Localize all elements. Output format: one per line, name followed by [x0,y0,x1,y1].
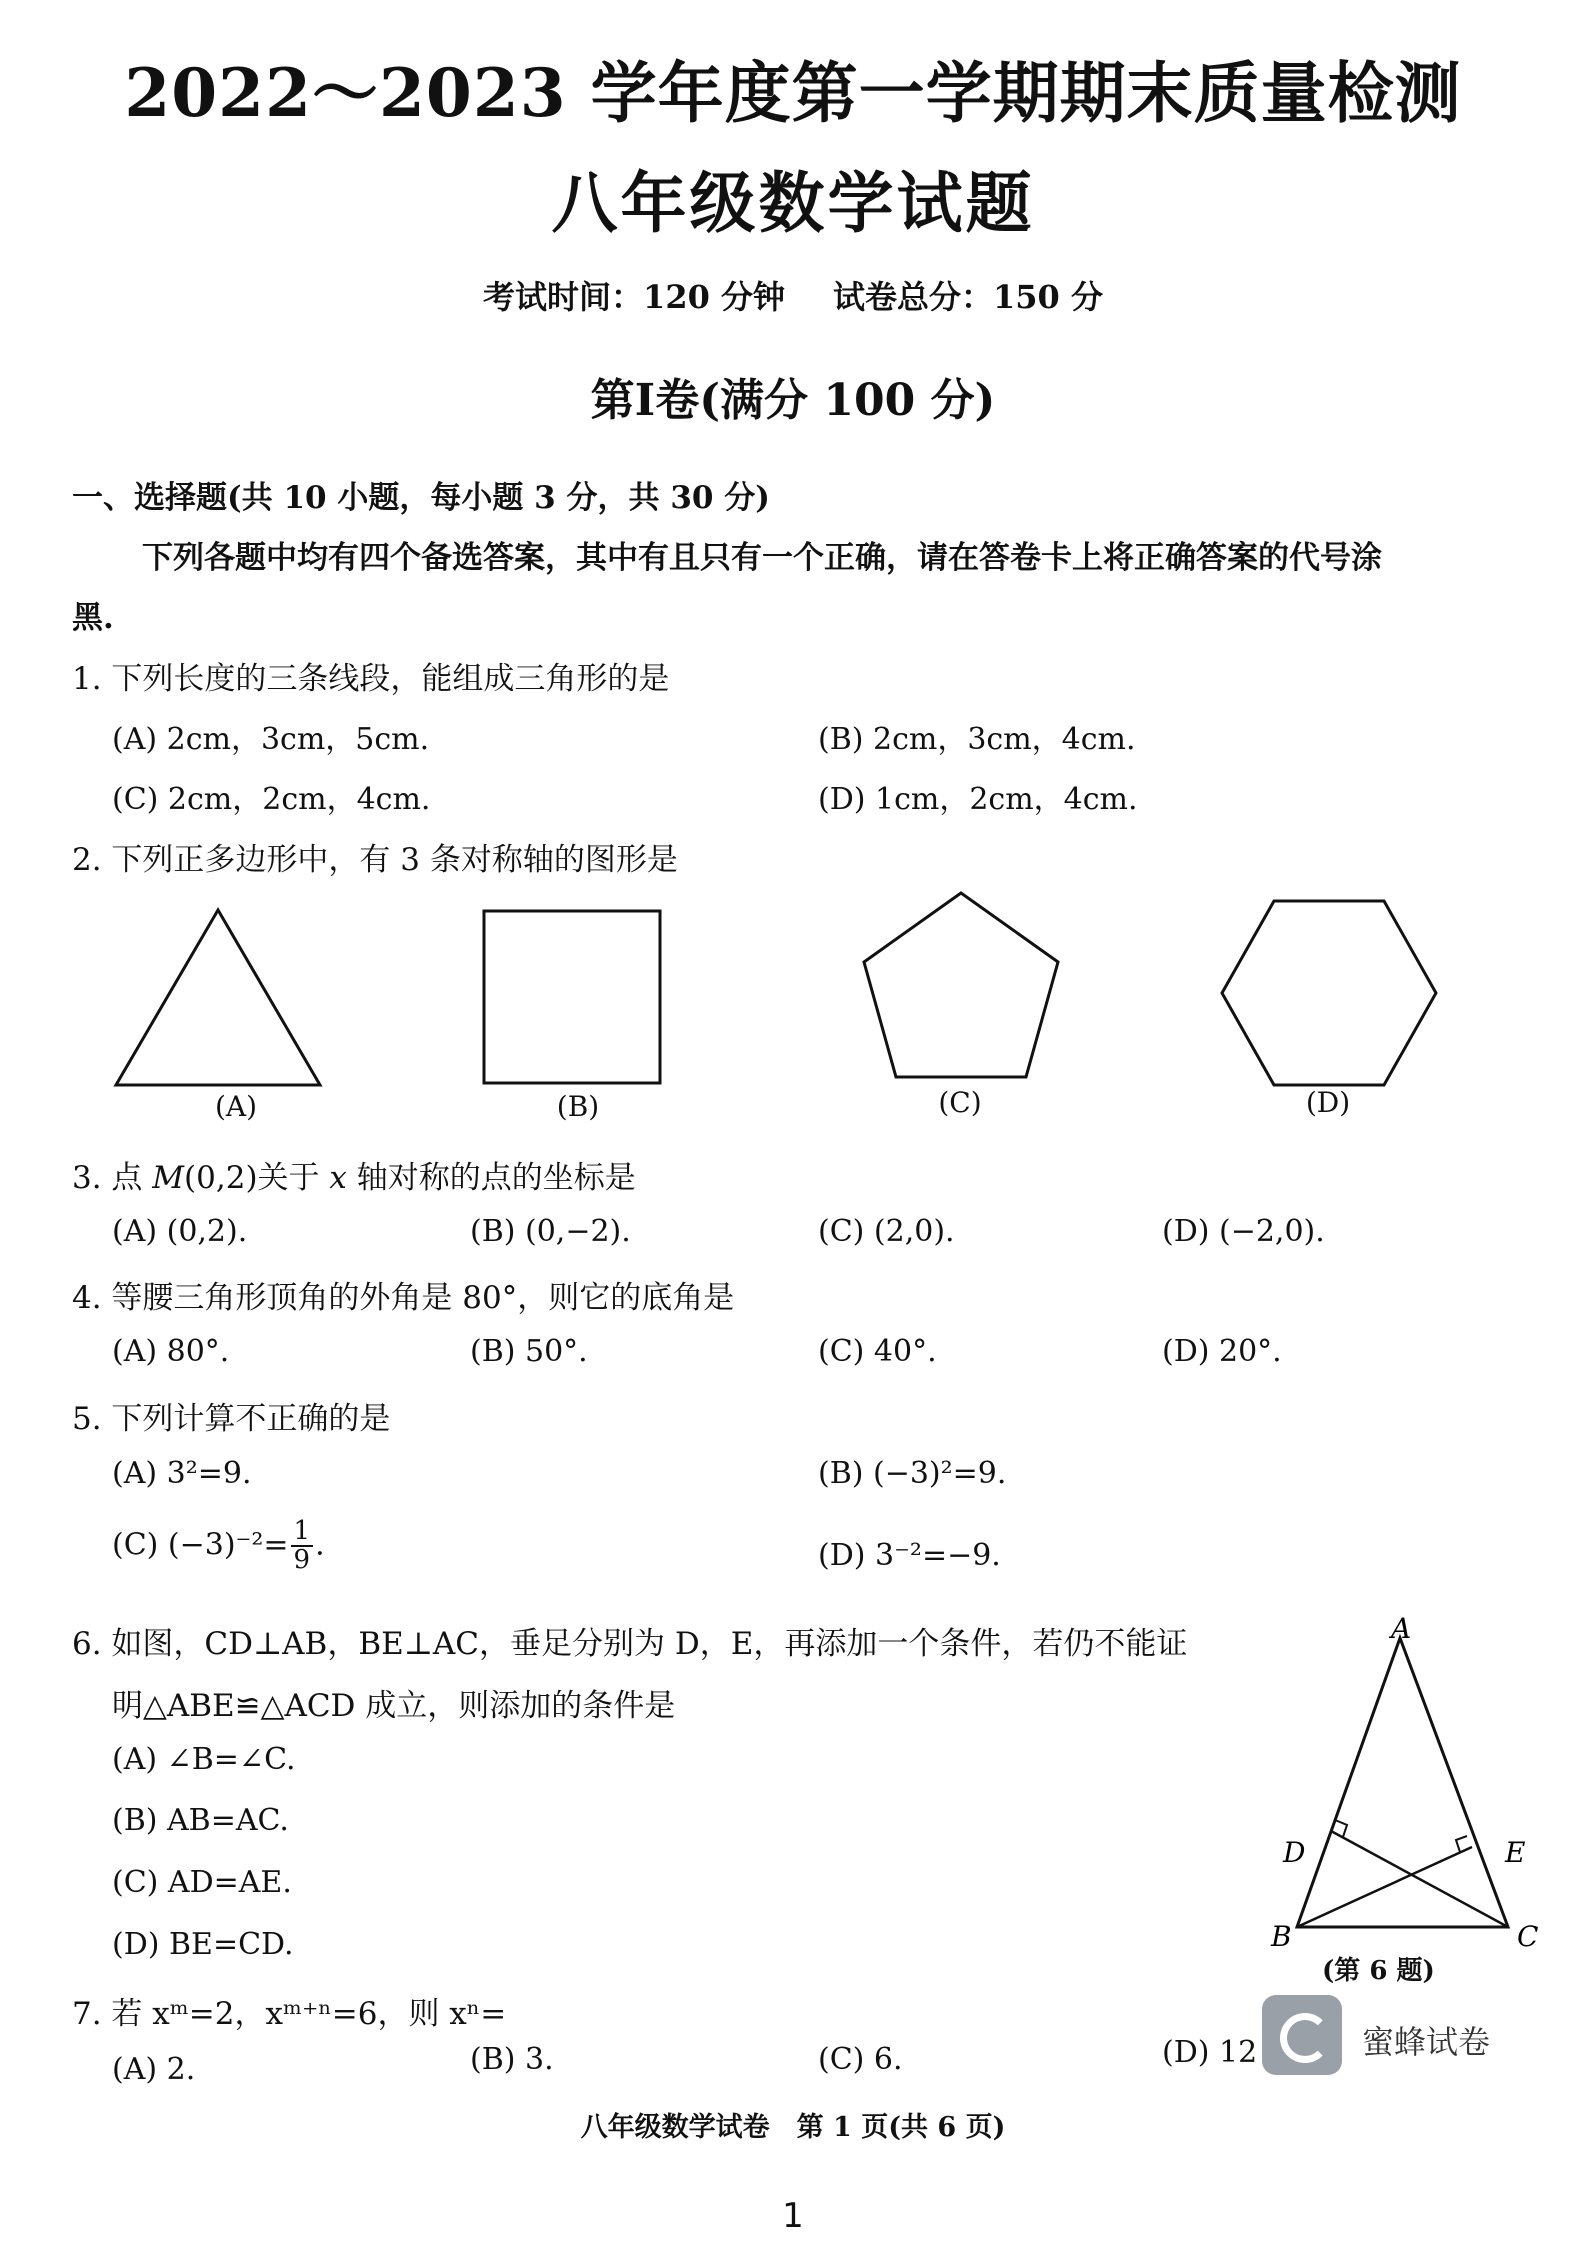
q3-stem-prefix: 3. 点 [72,1160,153,1196]
q5-option-c-prefix: (C) (−3)⁻²= [112,1527,289,1563]
q7-stem: 7. 若 xᵐ=2，xᵐ⁺ⁿ=6，则 xⁿ= [72,1996,507,2032]
q4-option-c: (C) 40°. [818,1334,937,1369]
q1-stem: 1. 下列长度的三条线段，能组成三角形的是 [72,661,670,697]
bee-logo-icon [1262,1995,1342,2075]
point-label-e: E [1505,1836,1526,1869]
section-instruction-cont: 黑. [72,600,114,636]
q5-option-d: (D) 3⁻²=−9. [818,1538,1001,1573]
q6-option-d: (D) BE=CD. [112,1927,294,1962]
q2-label-d: (D) [1305,1086,1351,1119]
q5-option-b: (B) (−3)²=9. [818,1456,1007,1491]
q7-option-a: (A) 2. [112,2052,196,2087]
pentagon-figure [856,885,1066,1085]
watermark-text: 蜜蜂试卷 [1362,2023,1491,2061]
q5-option-c [112,1518,325,1575]
q3-stem-suffix: 轴对称的点的坐标是 [346,1160,636,1196]
q3-option-d: (D) (−2,0). [1162,1214,1325,1249]
q6-triangle-figure [1255,1610,1555,1970]
q6-figure-caption: (第 6 题) [1322,1956,1435,1986]
fraction [291,1518,314,1575]
triangle-figure [108,905,328,1095]
q2-label-a: (A) [214,1090,258,1123]
total-score: 试卷总分：150 分 [833,278,1103,316]
q3-axis-name: x [329,1160,347,1196]
page-number: 1 [782,2196,804,2236]
q6-option-a: (A) ∠B=∠C. [112,1742,296,1777]
q3-point-name: M [152,1160,185,1196]
vertex-label-b: B [1271,1920,1292,1953]
q2-label-b: (B) [556,1090,600,1123]
q5-option-c-suffix: . [315,1527,325,1563]
q6-option-b: (B) AB=AC. [112,1803,289,1838]
exam-subtitle: 八年级数学试题 [551,164,1035,242]
section-heading: 一、选择题(共 10 小题，每小题 3 分，共 30 分) [72,480,770,516]
exam-time: 考试时间：120 分钟 [483,278,785,316]
q4-option-b: (B) 50°. [470,1334,588,1369]
vertex-label-c: C [1517,1920,1539,1953]
q4-option-a: (A) 80°. [112,1334,230,1369]
q5-stem: 5. 下列计算不正确的是 [72,1401,391,1437]
q3-option-b: (B) (0,−2). [470,1214,631,1249]
q3-option-a: (A) (0,2). [112,1214,248,1249]
q3-stem [72,1152,636,1197]
q7-option-d: (D) 12 [1162,2035,1258,2070]
volume-heading: 第Ⅰ卷(满分 100 分) [590,375,996,426]
q6-stem-line1: 6. 如图，CD⊥AB，BE⊥AC，垂足分别为 D，E，再添加一个条件，若仍不能证 [72,1626,1188,1662]
fraction-denominator: 9 [293,1545,311,1576]
q5-option-a: (A) 3²=9. [112,1456,252,1491]
q1-option-c: (C) 2cm，2cm，4cm. [112,782,431,817]
q1-option-b: (B) 2cm，3cm，4cm. [818,722,1136,757]
section-instruction: 下列各题中均有四个备选答案，其中有且只有一个正确，请在答卷卡上将正确答案的代号涂 [142,540,1382,576]
exam-title: 2022～2023 学年度第一学期期末质量检测 [124,54,1462,132]
q1-option-a: (A) 2cm，3cm，5cm. [112,722,430,757]
q6-option-c: (C) AD=AE. [112,1865,292,1900]
q4-stem: 4. 等腰三角形顶角的外角是 80°，则它的底角是 [72,1280,735,1316]
q2-label-c: (C) [938,1086,982,1119]
vertex-label-a: A [1391,1612,1412,1645]
q1-option-d: (D) 1cm，2cm，4cm. [818,782,1138,817]
q6-stem-line2: 明△ABE≌△ACD 成立，则添加的条件是 [112,1688,676,1724]
q3-stem-coords: (0,2)关于 [184,1160,330,1196]
q7-option-b: (B) 3. [470,2042,554,2077]
q7-option-c: (C) 6. [818,2042,903,2077]
hexagon-figure [1218,895,1440,1091]
page-footer: 八年级数学试卷 第 1 页(共 6 页) [580,2112,1006,2143]
fraction-numerator: 1 [291,1518,314,1547]
q3-option-c: (C) (2,0). [818,1214,955,1249]
q4-option-d: (D) 20°. [1162,1334,1282,1369]
square-figure [478,905,668,1090]
q2-stem: 2. 下列正多边形中，有 3 条对称轴的图形是 [72,842,678,878]
point-label-d: D [1283,1836,1306,1869]
exam-meta [0,272,1586,318]
